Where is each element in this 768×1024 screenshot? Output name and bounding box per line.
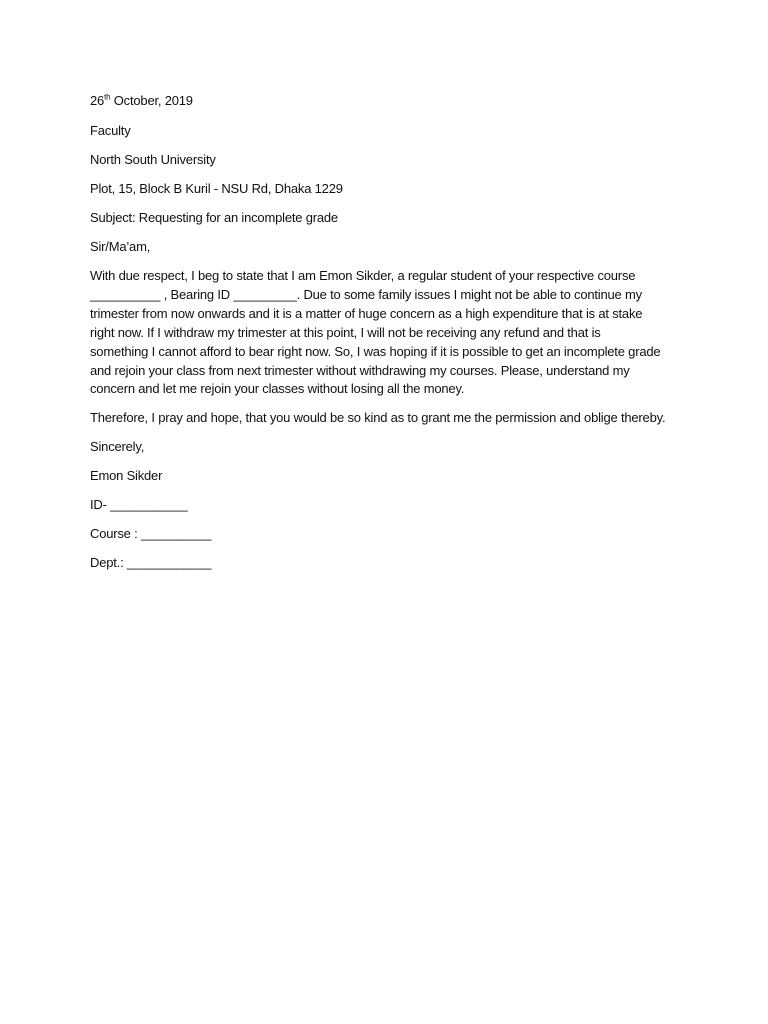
- course-field: Course : __________: [90, 526, 212, 541]
- id-field: ID- ___________: [90, 497, 188, 512]
- body-line: With due respect, I beg to state that I am Emon Sikder, a regular student of your respective course: [90, 268, 636, 283]
- body-line: right now. If I withdraw my trimester at this point, I will not be receiving any refund and that is: [90, 324, 601, 340]
- institution-name: North South University: [90, 152, 216, 167]
- body-paragraph: [90, 267, 690, 399]
- recipient: Faculty: [90, 123, 131, 138]
- body-line: trimester from now onwards and it is a matter of huge concern as a high expenditure that is at stake: [90, 305, 643, 321]
- dept-field: Dept.: ____________: [90, 555, 212, 570]
- body-line: __________ , Bearing ID _________. Due to some family issues I might not be able to continue my: [90, 286, 642, 302]
- sender-name: Emon Sikder: [90, 468, 163, 483]
- institution-address: Plot, 15, Block B Kuril - NSU Rd, Dhaka 1229: [90, 181, 343, 196]
- subject-line: Subject: Requesting for an incomplete grade: [90, 210, 338, 225]
- body-line: something I cannot afford to bear right now. So, I was hoping if it is possible to get an incomplete grade: [90, 343, 661, 359]
- closing-paragraph: Therefore, I pray and hope, that you would be so kind as to grant me the permission and oblige thereby.: [90, 410, 666, 425]
- salutation: Sir/Ma’am,: [90, 239, 151, 254]
- body-line: concern and let me rejoin your classes without losing all the money.: [90, 381, 465, 397]
- sign-off: Sincerely,: [90, 439, 145, 454]
- letter-date: 26th October, 2019: [90, 92, 193, 108]
- body-line: and rejoin your class from next trimester without withdrawing my courses. Please, understand my: [90, 362, 630, 378]
